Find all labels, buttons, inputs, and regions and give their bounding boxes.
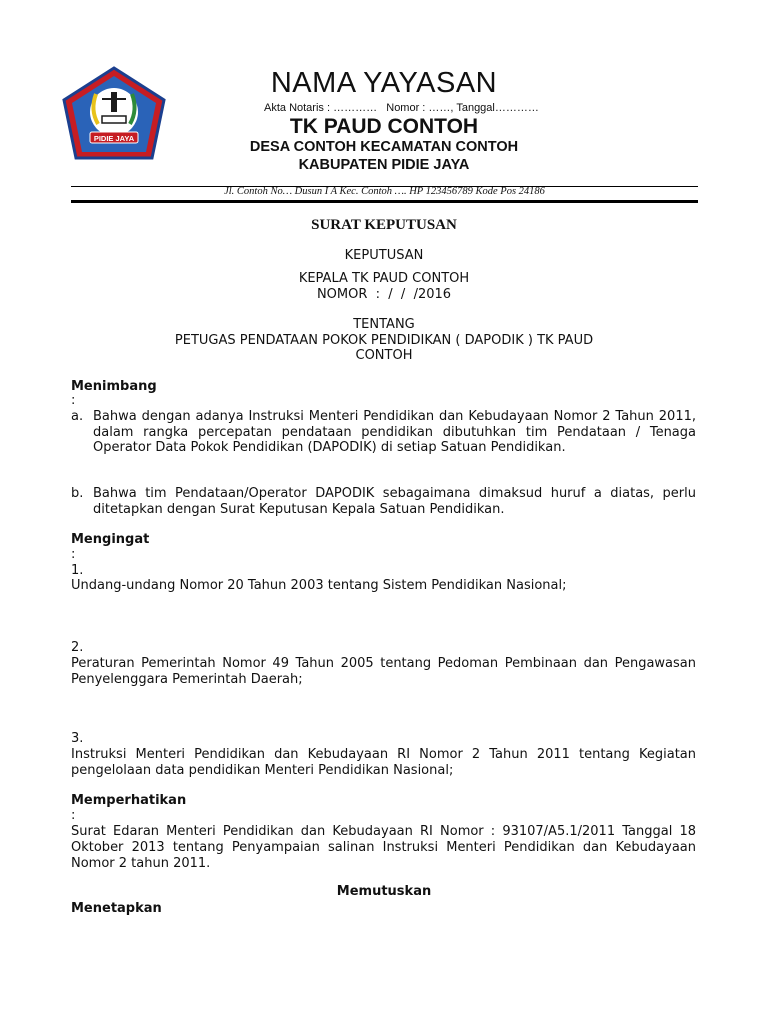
notary-line: Akta Notaris : ………… Nomor : ……, Tanggal………… xyxy=(264,102,539,114)
list-text: Bahwa dengan adanya Instruksi Menteri Pendidikan dan Kebudayaan Nomor 2 Tahun 2011, dalam rangka percepatan pendataan pendidikan dibutuhkan tim Pendataan / Tenaga Operator Data Pokok Pendidikan (DAPODIK) di setiap Satuan Pendidikan. xyxy=(93,409,696,455)
list-text: Bahwa tim Pendataan/Operator DAPODIK sebagaimana dimaksud huruf a diatas, perlu ditetapkan dengan Surat Keputusan Kepala Satuan Pendidikan. xyxy=(93,486,696,517)
mengingat-text-3: Instruksi Menteri Pendidikan dan Kebudayaan RI Nomor 2 Tahun 2011 tentang Kegiatan pengelolaan data pendidikan Menteri Pendidikan Nasional; xyxy=(71,747,696,778)
memperhatikan-colon: : xyxy=(71,808,76,823)
keputusan-heading: KEPUTUSAN xyxy=(344,248,424,263)
mengingat-text-1: Undang-undang Nomor 20 Tahun 2003 tentang Sistem Pendidikan Nasional; xyxy=(71,578,567,593)
mengingat-marker-3: 3. xyxy=(71,731,84,746)
subject-line-2: CONTOH xyxy=(355,348,413,363)
mengingat-marker-1: 1. xyxy=(71,563,84,578)
document-number: NOMOR : / / /2016 xyxy=(316,287,452,302)
menimbang-item-b xyxy=(71,486,696,517)
regency-line: KABUPATEN PIDIE JAYA xyxy=(298,157,470,173)
tentang-heading: TENTANG xyxy=(353,317,415,332)
mengingat-text-2: Peraturan Pemerintah Nomor 49 Tahun 2005 tentang Pedoman Pembinaan dan Pengawasan Penyelenggara Pemerintah Daerah; xyxy=(71,656,696,687)
mengingat-heading: Mengingat xyxy=(71,532,150,547)
menetapkan-heading: Menetapkan xyxy=(71,901,162,916)
mengingat-marker-2: 2. xyxy=(71,640,84,655)
list-marker: a. xyxy=(71,409,84,424)
menimbang-colon: : xyxy=(71,393,76,408)
list-marker: b. xyxy=(71,486,84,501)
memperhatikan-heading: Memperhatikan xyxy=(71,793,187,808)
header-rule-thick xyxy=(71,200,698,203)
document-title: SURAT KEPUTUSAN xyxy=(311,217,457,233)
menimbang-item-a xyxy=(71,409,696,456)
pidie-jaya-logo xyxy=(60,66,168,162)
mengingat-colon: : xyxy=(71,547,76,562)
logo-label: PIDIE JAYA xyxy=(93,134,135,143)
menimbang-heading: Menimbang xyxy=(71,379,157,394)
address-line: Jl. Contoh No… Dusun I A Kec. Contoh …. HP 123456789 Kode Pos 24186 xyxy=(224,186,545,197)
village-line: DESA CONTOH KECAMATAN CONTOH xyxy=(249,139,519,155)
school-name: TK PAUD CONTOH xyxy=(289,115,479,138)
issuer-line: KEPALA TK PAUD CONTOH xyxy=(298,271,470,286)
subject-line-1: PETUGAS PENDATAAN POKOK PENDIDIKAN ( DAPODIK ) TK PAUD xyxy=(174,333,594,348)
memperhatikan-text: Surat Edaran Menteri Pendidikan dan Kebudayaan RI Nomor : 93107/A5.1/2011 Tanggal 18 Oktober 2013 tentang Penyampaian salinan Instruksi Menteri Pendidikan dan Kebudayaan Nomor 2 tahun 2011. xyxy=(71,824,696,871)
memutuskan-heading: Memutuskan xyxy=(336,884,432,899)
foundation-name: NAMA YAYASAN xyxy=(270,67,498,99)
